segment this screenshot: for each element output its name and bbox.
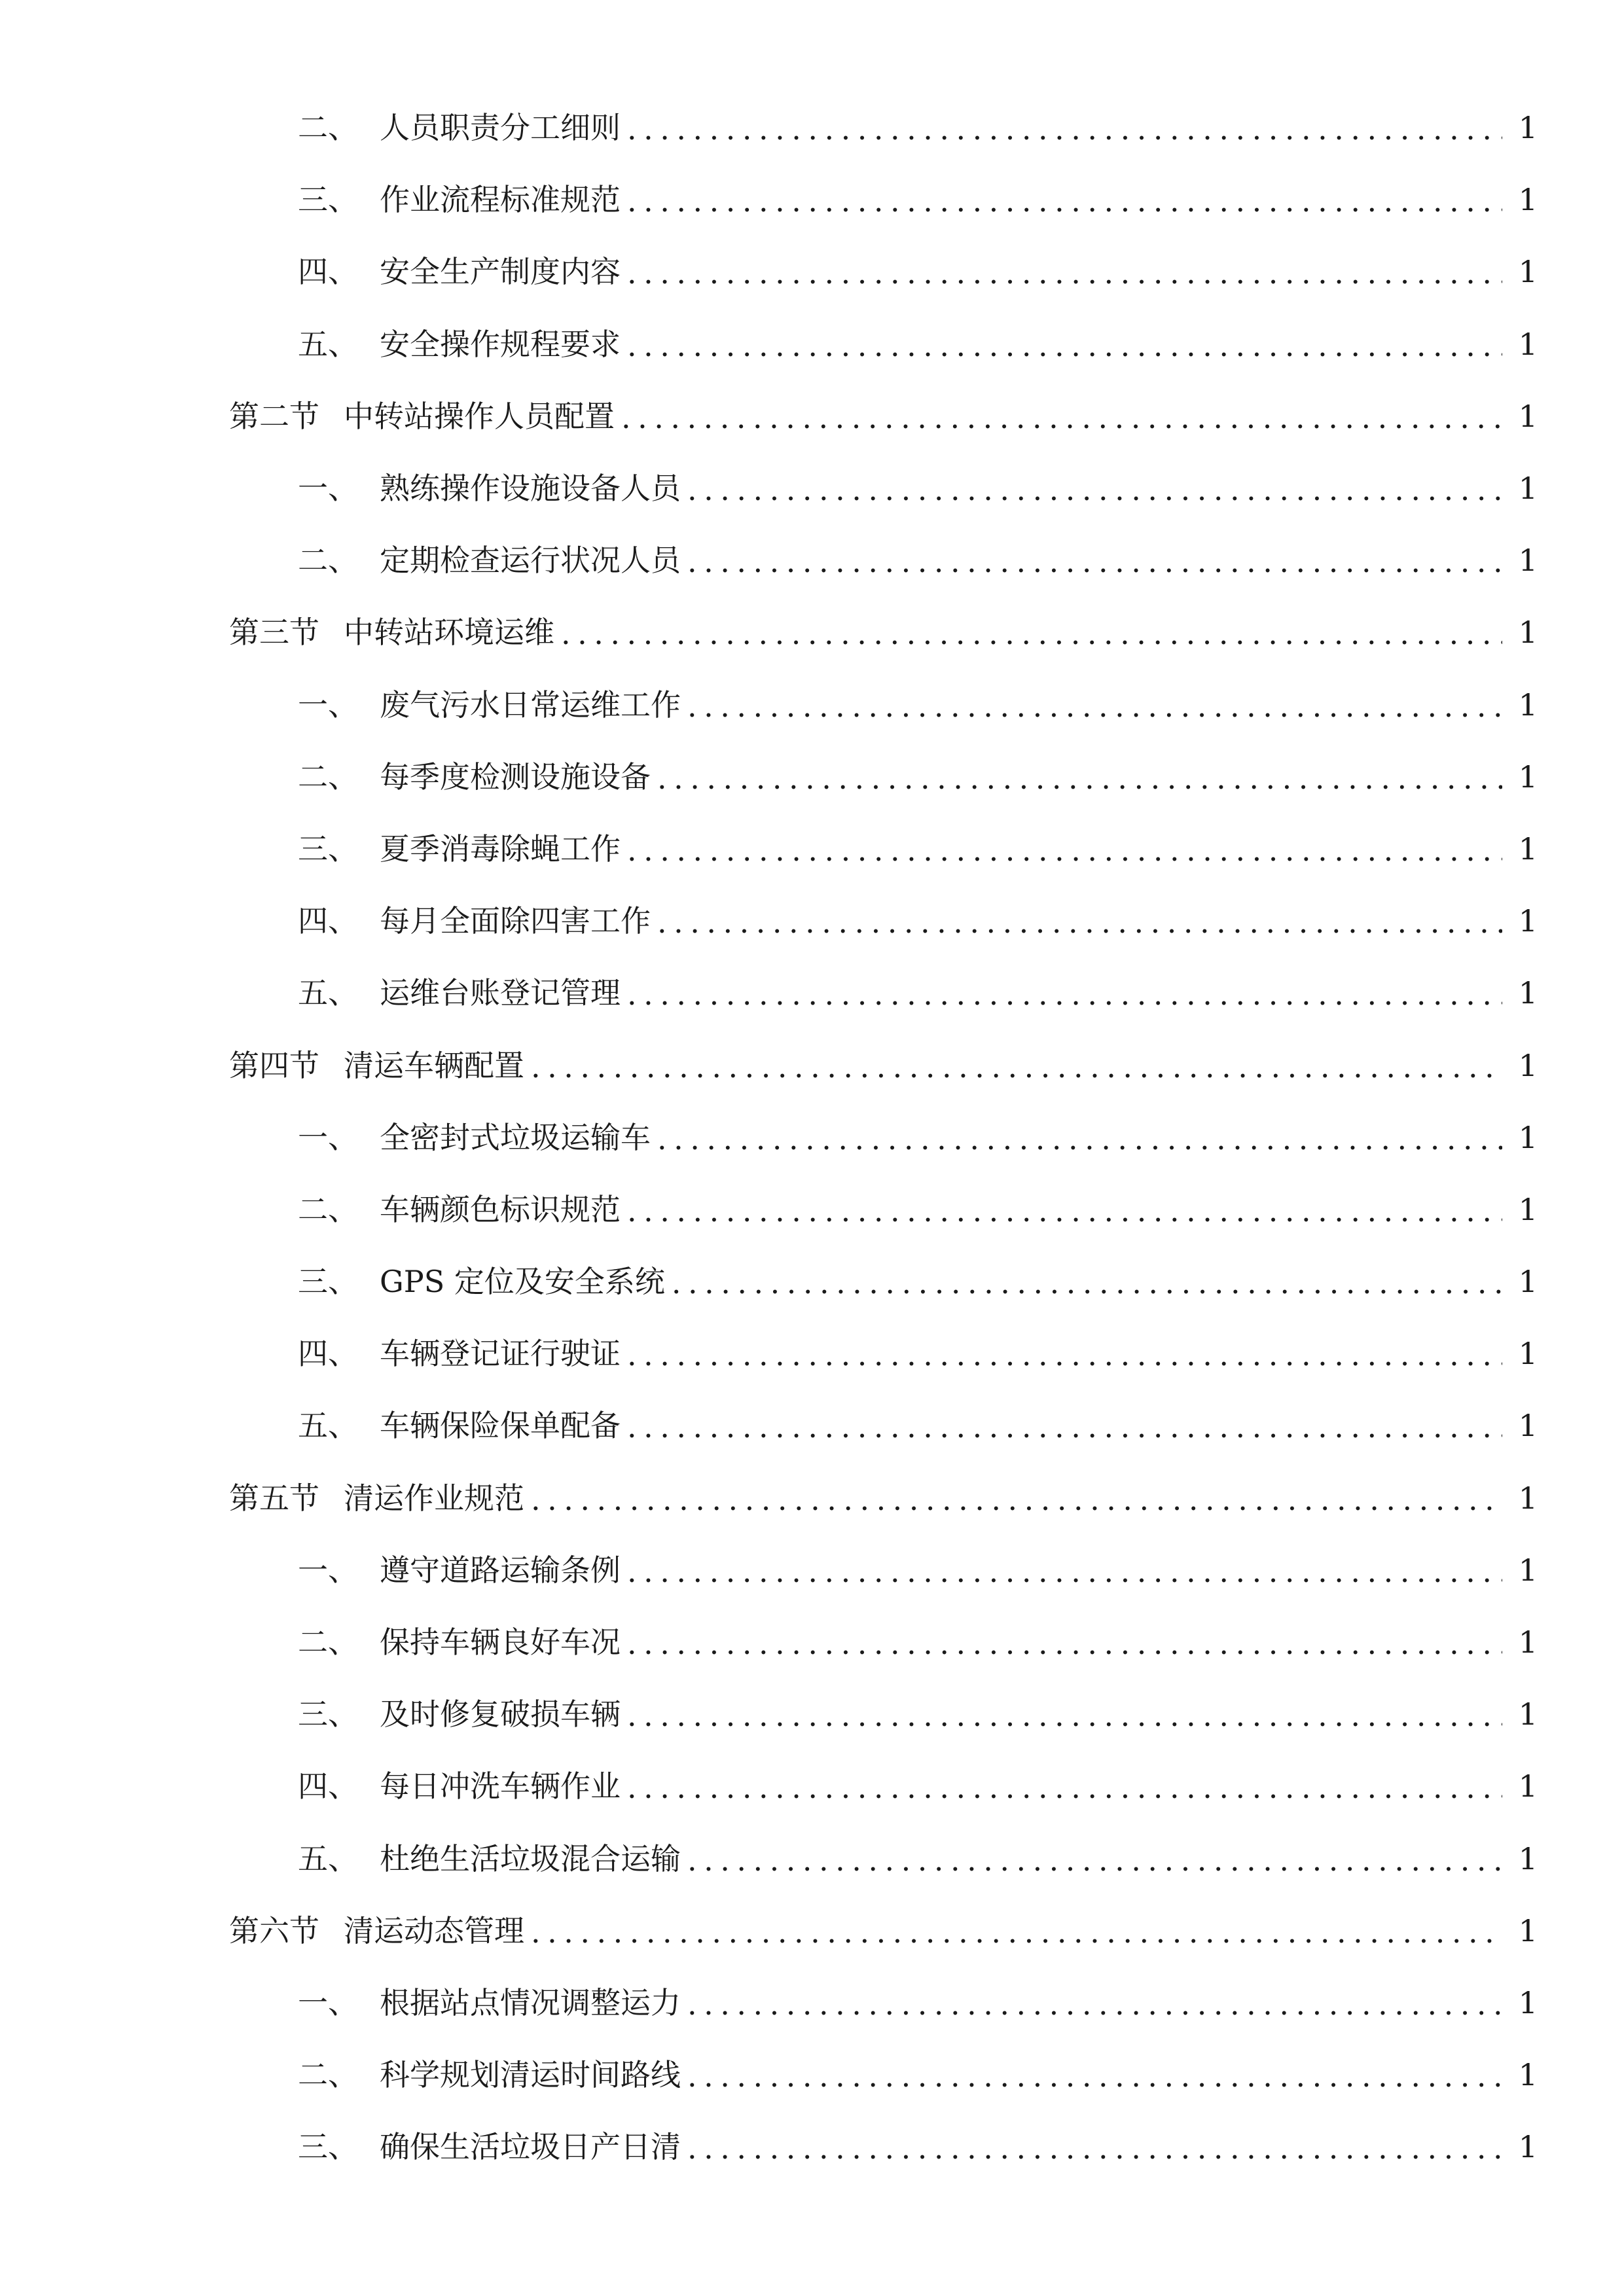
toc-page-number: 1 xyxy=(1518,110,1538,146)
toc-subsection-entry[interactable] xyxy=(0,885,1624,957)
toc-entry-title: 遵守道路运输条例 xyxy=(380,1552,621,1588)
toc-dot-leader xyxy=(627,1556,1502,1587)
toc-subsection-entry[interactable] xyxy=(0,2039,1624,2111)
toc-dot-leader xyxy=(687,547,1502,577)
toc-page-number: 1 xyxy=(1518,1408,1538,1444)
toc-subsection-entry[interactable] xyxy=(0,308,1624,380)
toc-page-number: 1 xyxy=(1518,1840,1538,1876)
toc-entry-number: 五、 xyxy=(298,326,358,362)
toc-dot-leader xyxy=(531,1484,1502,1515)
toc-dot-leader xyxy=(687,1845,1502,1875)
toc-section-entry[interactable] xyxy=(0,596,1624,668)
toc-entry-title: 及时修复破损车辆 xyxy=(380,1696,621,1732)
toc-entry-number: 二、 xyxy=(298,1191,358,1227)
toc-section-entry[interactable] xyxy=(0,1462,1624,1534)
toc-page-number: 1 xyxy=(1518,471,1538,507)
toc-entry-number: 三、 xyxy=(298,182,358,218)
toc-entry-number: 四、 xyxy=(298,1768,358,1804)
toc-entry-number: 五、 xyxy=(298,1840,358,1876)
toc-subsection-entry[interactable] xyxy=(0,92,1624,164)
toc-page-number: 1 xyxy=(1518,687,1538,723)
toc-dot-leader xyxy=(627,979,1502,1009)
toc-page-number: 1 xyxy=(1518,398,1538,434)
toc-entry-title: 清运作业规范 xyxy=(344,1480,524,1516)
toc-dot-leader xyxy=(627,1772,1502,1803)
toc-subsection-entry[interactable] xyxy=(0,452,1624,524)
toc-dot-leader xyxy=(687,1989,1502,2019)
toc-dot-leader xyxy=(561,619,1502,649)
toc-subsection-entry[interactable] xyxy=(0,1967,1624,2039)
toc-entry-title: 中转站操作人员配置 xyxy=(344,398,615,434)
toc-page-number: 1 xyxy=(1518,1480,1538,1516)
toc-entry-title: 人员职责分工细则 xyxy=(380,110,621,146)
toc-entry-title: 保持车辆良好车况 xyxy=(380,1624,621,1660)
toc-dot-leader xyxy=(531,1052,1502,1082)
toc-page-number: 1 xyxy=(1518,903,1538,939)
toc-entry-number: 第五节 xyxy=(229,1480,319,1516)
toc-subsection-entry[interactable] xyxy=(0,164,1624,236)
toc-entry-title: 作业流程标准规范 xyxy=(380,182,621,218)
toc-subsection-entry[interactable] xyxy=(0,957,1624,1029)
toc-subsection-entry[interactable] xyxy=(0,524,1624,596)
toc-page-number: 1 xyxy=(1518,1696,1538,1732)
toc-dot-leader xyxy=(672,1268,1502,1298)
toc-dot-leader xyxy=(627,1196,1502,1226)
toc-entry-number: 三、 xyxy=(298,831,358,867)
toc-subsection-entry[interactable] xyxy=(0,1390,1624,1462)
toc-subsection-entry[interactable] xyxy=(0,2111,1624,2183)
toc-entry-title: 安全操作规程要求 xyxy=(380,326,621,362)
toc-entry-title: 车辆登记证行驶证 xyxy=(380,1336,621,1372)
toc-entry-title: 定期检查运行状况人员 xyxy=(380,543,681,579)
toc-page-number: 1 xyxy=(1518,182,1538,218)
toc-page-number: 1 xyxy=(1518,326,1538,362)
toc-entry-title: 废气污水日常运维工作 xyxy=(380,687,681,723)
toc-entry-number: 三、 xyxy=(298,1696,358,1732)
toc-entry-title: 每月全面除四害工作 xyxy=(380,903,651,939)
toc-entry-number: 第二节 xyxy=(229,398,319,434)
toc-subsection-entry[interactable] xyxy=(0,741,1624,813)
toc-entry-number: 第六节 xyxy=(229,1912,319,1948)
toc-dot-leader xyxy=(657,763,1502,793)
toc-entry-title: 清运动态管理 xyxy=(344,1912,524,1948)
toc-subsection-entry[interactable] xyxy=(0,813,1624,885)
toc-subsection-entry[interactable] xyxy=(0,1678,1624,1750)
toc-entry-number: 一、 xyxy=(298,1552,358,1588)
toc-entry-number: 四、 xyxy=(298,254,358,290)
toc-dot-leader xyxy=(687,2061,1502,2091)
toc-entry-number: 五、 xyxy=(298,975,358,1011)
toc-page-number: 1 xyxy=(1518,543,1538,579)
toc-dot-leader xyxy=(627,114,1502,144)
toc-page-number: 1 xyxy=(1518,1119,1538,1155)
toc-dot-leader xyxy=(627,186,1502,216)
toc-page-number: 1 xyxy=(1518,1336,1538,1372)
toc-entry-title: 每日冲洗车辆作业 xyxy=(380,1768,621,1804)
toc-page-number: 1 xyxy=(1518,2129,1538,2165)
toc-entry-title: 运维台账登记管理 xyxy=(380,975,621,1011)
toc-entry-title: GPS 定位及安全系统 xyxy=(380,1264,665,1300)
toc-page-number: 1 xyxy=(1518,759,1538,795)
toc-page-number: 1 xyxy=(1518,1191,1538,1227)
toc-subsection-entry[interactable] xyxy=(0,669,1624,741)
toc-entry-number: 三、 xyxy=(298,2129,358,2165)
toc-entry-number: 一、 xyxy=(298,1119,358,1155)
toc-entry-number: 四、 xyxy=(298,1336,358,1372)
toc-entry-number: 一、 xyxy=(298,687,358,723)
toc-dot-leader xyxy=(657,907,1502,937)
toc-entry-title: 科学规划清运时间路线 xyxy=(380,2057,681,2093)
toc-subsection-entry[interactable] xyxy=(0,1750,1624,1822)
toc-entry-title: 安全生产制度内容 xyxy=(380,254,621,290)
toc-entry-title: 杜绝生活垃圾混合运输 xyxy=(380,1840,681,1876)
toc-subsection-entry[interactable] xyxy=(0,1823,1624,1895)
toc-entry-number: 一、 xyxy=(298,471,358,507)
toc-page-number: 1 xyxy=(1518,1552,1538,1588)
toc-page-number: 1 xyxy=(1518,1624,1538,1660)
toc-dot-leader xyxy=(627,258,1502,288)
toc-subsection-entry[interactable] xyxy=(0,1174,1624,1246)
toc-entry-number: 二、 xyxy=(298,110,358,146)
toc-subsection-entry[interactable] xyxy=(0,1246,1624,1318)
toc-entry-title: 确保生活垃圾日产日清 xyxy=(380,2129,681,2165)
toc-page-number: 1 xyxy=(1518,1047,1538,1083)
toc-entry-title: 每季度检测设施设备 xyxy=(380,759,651,795)
toc-entry-number: 二、 xyxy=(298,1624,358,1660)
toc-dot-leader xyxy=(627,1628,1502,1659)
toc-section-entry[interactable] xyxy=(0,380,1624,452)
toc-dot-leader xyxy=(627,835,1502,865)
toc-page-number: 1 xyxy=(1518,1912,1538,1948)
toc-entry-title: 车辆颜色标识规范 xyxy=(380,1191,621,1227)
toc-entry-number: 三、 xyxy=(298,1264,358,1300)
toc-page-number: 1 xyxy=(1518,831,1538,867)
toc-page-number: 1 xyxy=(1518,254,1538,290)
toc-subsection-entry[interactable] xyxy=(0,236,1624,308)
toc-entry-title: 根据站点情况调整运力 xyxy=(380,1984,681,2020)
toc-dot-leader xyxy=(657,1124,1502,1154)
toc-page-number: 1 xyxy=(1518,1984,1538,2020)
toc-entry-number: 第四节 xyxy=(229,1047,319,1083)
toc-page-number: 1 xyxy=(1518,1264,1538,1300)
toc-subsection-entry[interactable] xyxy=(0,1606,1624,1678)
toc-dot-leader xyxy=(627,1412,1502,1442)
toc-subsection-entry[interactable] xyxy=(0,1534,1624,1606)
toc-entry-number: 第三节 xyxy=(229,615,319,651)
toc-dot-leader xyxy=(627,1340,1502,1370)
toc-dot-leader xyxy=(627,1700,1502,1731)
toc-dot-leader xyxy=(687,475,1502,505)
toc-entry-title: 中转站环境运维 xyxy=(344,615,554,651)
toc-section-entry[interactable] xyxy=(0,1029,1624,1101)
toc-subsection-entry[interactable] xyxy=(0,1318,1624,1390)
toc-entry-number: 二、 xyxy=(298,2057,358,2093)
toc-page-number: 1 xyxy=(1518,2057,1538,2093)
toc-dot-leader xyxy=(531,1917,1502,1947)
toc-dot-leader xyxy=(621,403,1502,433)
toc-page-number: 1 xyxy=(1518,975,1538,1011)
toc-subsection-entry[interactable] xyxy=(0,1102,1624,1174)
toc-entry-title: 夏季消毒除蝇工作 xyxy=(380,831,621,867)
toc-section-entry[interactable] xyxy=(0,1895,1624,1967)
toc-entry-number: 二、 xyxy=(298,543,358,579)
toc-page-number: 1 xyxy=(1518,615,1538,651)
toc-entry-number: 二、 xyxy=(298,759,358,795)
toc-entry-number: 四、 xyxy=(298,903,358,939)
toc-entry-title: 清运车辆配置 xyxy=(344,1047,524,1083)
toc-entry-number: 一、 xyxy=(298,1984,358,2020)
toc-dot-leader xyxy=(687,2133,1502,2163)
toc-dot-leader xyxy=(627,331,1502,361)
toc-entry-title: 熟练操作设施设备人员 xyxy=(380,471,681,507)
toc-dot-leader xyxy=(687,691,1502,721)
toc-page-number: 1 xyxy=(1518,1768,1538,1804)
toc-entry-number: 五、 xyxy=(298,1408,358,1444)
toc-entry-title: 全密封式垃圾运输车 xyxy=(380,1119,651,1155)
toc-entry-title: 车辆保险保单配备 xyxy=(380,1408,621,1444)
table-of-contents xyxy=(0,92,1624,2183)
